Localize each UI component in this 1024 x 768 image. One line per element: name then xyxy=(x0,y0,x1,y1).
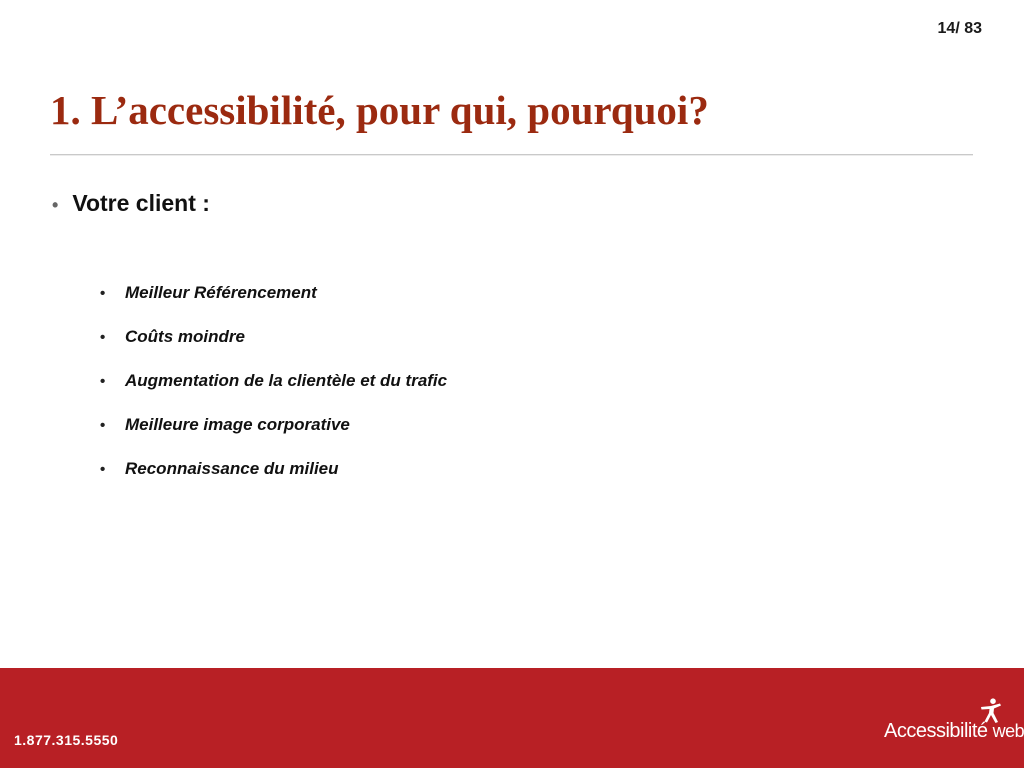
bullet-icon: • xyxy=(100,461,106,478)
bullet-icon: • xyxy=(100,373,106,390)
bullet-icon: • xyxy=(52,195,59,215)
list-item-text: Reconnaissance du milieu xyxy=(125,459,339,478)
title-divider xyxy=(50,154,973,155)
list-item xyxy=(100,415,447,459)
list-item-text: Coûts moindre xyxy=(125,327,245,346)
list-item-text: Meilleure image corporative xyxy=(125,415,350,434)
page-number: 14/ 83 xyxy=(937,20,982,37)
bullet-icon: • xyxy=(100,417,106,434)
bullet-icon: • xyxy=(100,329,106,346)
phone-number: 1.877.315.5550 xyxy=(14,732,119,748)
logo-main-text: Accessibilité xyxy=(884,720,988,742)
list-item xyxy=(100,283,447,327)
bullet-icon: • xyxy=(100,285,106,302)
logo-wordmark xyxy=(884,720,1024,743)
logo-suffix-text: web xyxy=(992,721,1024,741)
sub-bullet-list xyxy=(100,283,447,503)
list-item xyxy=(100,327,447,371)
slide-title: 1. L’accessibilité, pour qui, pourquoi? xyxy=(50,87,709,133)
main-bullet-text: Votre client : xyxy=(72,190,210,216)
company-logo xyxy=(884,698,1024,748)
list-item-text: Augmentation de la clientèle et du trafic xyxy=(125,371,448,390)
list-item xyxy=(100,459,447,503)
list-item xyxy=(100,371,447,415)
footer-bar xyxy=(0,668,1024,768)
list-item-text: Meilleur Référencement xyxy=(125,283,317,302)
main-bullet xyxy=(52,190,210,217)
